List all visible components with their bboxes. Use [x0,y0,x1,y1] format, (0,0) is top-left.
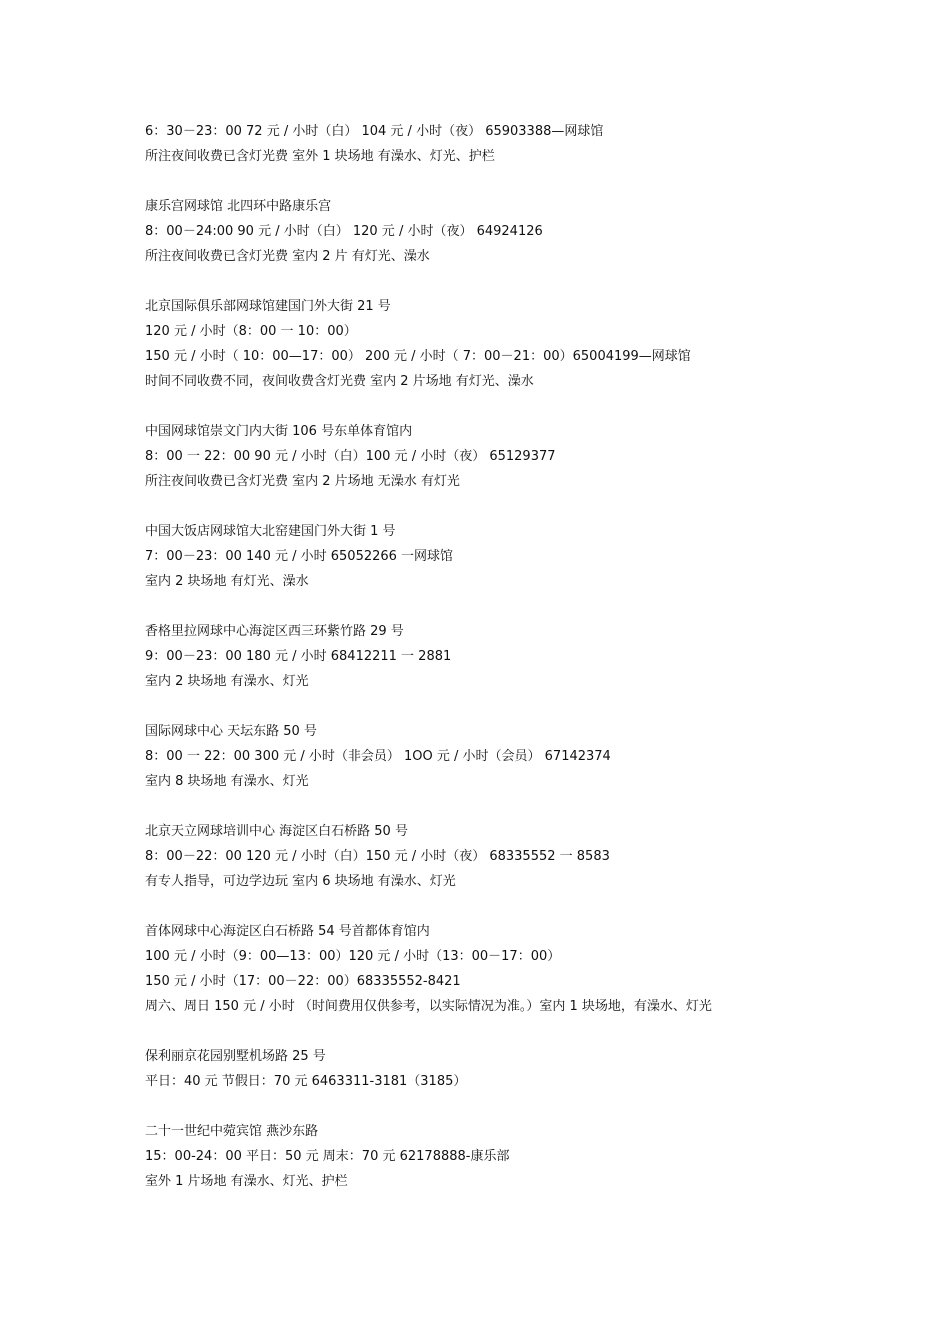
venue-entry [145,819,925,894]
venue-entry [145,519,925,594]
venue-entry [145,1044,925,1094]
text-line: 所注夜间收费已含灯光费 室外 1 块场地 有澡水、灯光、护栏 [145,149,495,164]
venue-title: 首体网球中心海淀区白石桥路 54 号首都体育馆内 [145,924,430,939]
text-line: 150 元 / 小时（17：00－22：00）68335552-8421 [145,974,461,989]
text-line: 所注夜间收费已含灯光费 室内 2 片场地 无澡水 有灯光 [145,474,460,489]
text-line: 室内 8 块场地 有澡水、灯光 [145,774,309,789]
text-line: 所注夜间收费已含灯光费 室内 2 片 有灯光、澡水 [145,249,430,264]
venue-entry [145,119,925,169]
text-line: 100 元 / 小时（9：00—13：00）120 元 / 小时（13：00－17：00） [145,949,561,964]
text-line: 8：00－24:00 90 元 / 小时（白） 120 元 / 小时（夜） 64924126 [145,224,543,239]
venue-entry [145,619,925,694]
venue-entry [145,919,925,1019]
venue-title: 保利丽京花园别墅机场路 25 号 [145,1049,326,1064]
venue-entry [145,419,925,494]
venue-title: 康乐宫网球馆 北四环中路康乐宫 [145,199,332,214]
text-line: 有专人指导，可边学边玩 室内 6 块场地 有澡水、灯光 [145,874,456,889]
venue-entry [145,194,925,269]
venue-title: 二十一世纪中菀宾馆 燕沙东路 [145,1124,319,1139]
venue-title: 中国网球馆崇文门内大街 106 号东单体育馆内 [145,424,413,439]
text-line: 15：00-24：00 平日：50 元 周末：70 元 62178888-康乐部 [145,1149,510,1164]
venue-title: 香格里拉网球中心海淀区西三环紫竹路 29 号 [145,624,404,639]
text-line: 8：00－22：00 120 元 / 小时（白）150 元 / 小时（夜） 68335552 一 8583 [145,849,610,864]
text-line: 室内 2 块场地 有澡水、灯光 [145,674,309,689]
text-line: 时间不同收费不同，夜间收费含灯光费 室内 2 片场地 有灯光、澡水 [145,374,534,389]
venue-entry [145,1119,925,1194]
text-line: 8：00 一 22：00 300 元 / 小时（非会员） 1OO 元 / 小时（会员） 67142374 [145,749,611,764]
text-line: 150 元 / 小时（ 10：00—17：00） 200 元 / 小时（ 7：00－21：00）65004199—网球馆 [145,349,691,364]
text-line: 周六、周日 150 元 / 小时 （时间费用仅供参考，以实际情况为准。）室内 1 块场地，有澡水、灯光 [145,999,712,1014]
text-line: 9：00－23：00 180 元 / 小时 68412211 一 2881 [145,649,452,664]
venue-list [145,119,925,1219]
text-line: 120 元 / 小时（8：00 一 10：00） [145,324,357,339]
venue-title: 中国大饭店网球馆大北窑建国门外大街 1 号 [145,524,396,539]
text-line: 室内 2 块场地 有灯光、澡水 [145,574,309,589]
venue-title: 北京国际俱乐部网球馆建国门外大街 21 号 [145,299,391,314]
venue-entry [145,719,925,794]
text-line: 7：00－23：00 140 元 / 小时 65052266 一网球馆 [145,549,454,564]
text-line: 8：00 一 22：00 90 元 / 小时（白）100 元 / 小时（夜） 65129377 [145,449,556,464]
text-line: 6：30－23：00 72 元 / 小时（白） 104 元 / 小时（夜） 65903388—网球馆 [145,124,604,139]
venue-title: 北京天立网球培训中心 海淀区白石桥路 50 号 [145,824,408,839]
text-line: 室外 1 片场地 有澡水、灯光、护栏 [145,1174,348,1189]
venue-entry [145,294,925,394]
venue-title: 国际网球中心 天坛东路 50 号 [145,724,317,739]
text-line: 平日：40 元 节假日：70 元 6463311-3181（3185） [145,1074,467,1089]
